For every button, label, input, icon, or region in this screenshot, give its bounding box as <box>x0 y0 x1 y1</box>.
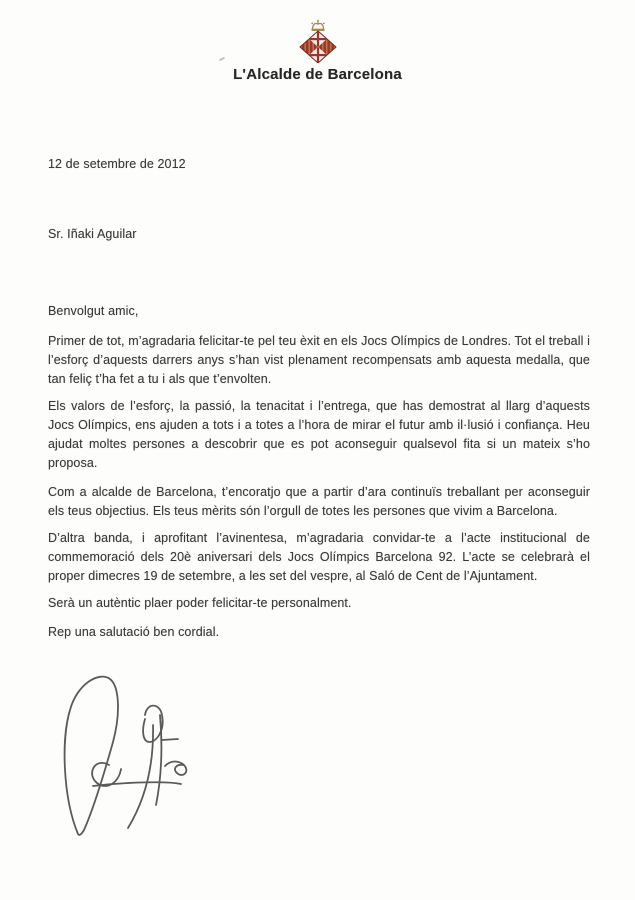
letter-paragraph: Primer de tot, m’agradaria felicitar-te pel teu èxit en els Jocs Olímpics de Londres. Tot el treball i l’esforç d’aquests darrers anys s’han vist plenament recompensats amb aquesta medalla, que tan feliç t’ha fet a tu i als que t’envolten. <box>48 334 590 386</box>
date-line: 12 de setembre de 2012 <box>48 157 186 171</box>
closing-line: Serà un autèntic plaer poder felicitar-te personalment. <box>48 596 352 610</box>
recipient-line: Sr. Iñaki Aguilar <box>48 227 137 241</box>
letterhead <box>0 19 635 83</box>
barcelona-coat-of-arms-icon <box>299 19 337 63</box>
shield-lozenge <box>300 31 336 63</box>
signature-handwriting-icon <box>57 670 197 838</box>
letter-paragraph: Com a alcalde de Barcelona, t’encoratjo que a partir d’ara continuïs treballant per aconseguir els teus objectius. Els teus mèrits són l’orgull de totes les persones que vivim a Barcelona. <box>48 485 590 518</box>
letter-paragraph: D’altra banda, i aprofitant l’avinentesa, m’agradaria convidar-te a l’acte institucional de commemoració dels 20è aniversari dels Jocs Olímpics Barcelona 92. L’acte se celebrarà el proper dimecres 19 de setembre, a les set del vespre, al Saló de Cent de l’Ajuntament. <box>48 531 590 583</box>
letter-body <box>48 155 590 642</box>
letter-paragraph: Els valors de l’esforç, la passió, la tenacitat i l’entrega, que has demostrat al llarg d’aquests Jocs Olímpics, ens ajuden a tots i a totes a l’hora de mirar el futur amb il·lusió i confiança. Heu ajudat moltes persones a descobrir que es pot aconseguir qualsevol fita si un mateix s’ho proposa. <box>48 399 590 470</box>
signoff-line: Rep una salutació ben cordial. <box>48 625 220 639</box>
crown-icon <box>311 20 324 31</box>
salutation-line: Benvolgut amic, <box>48 304 139 318</box>
letterhead-title: L'Alcalde de Barcelona <box>233 66 402 83</box>
